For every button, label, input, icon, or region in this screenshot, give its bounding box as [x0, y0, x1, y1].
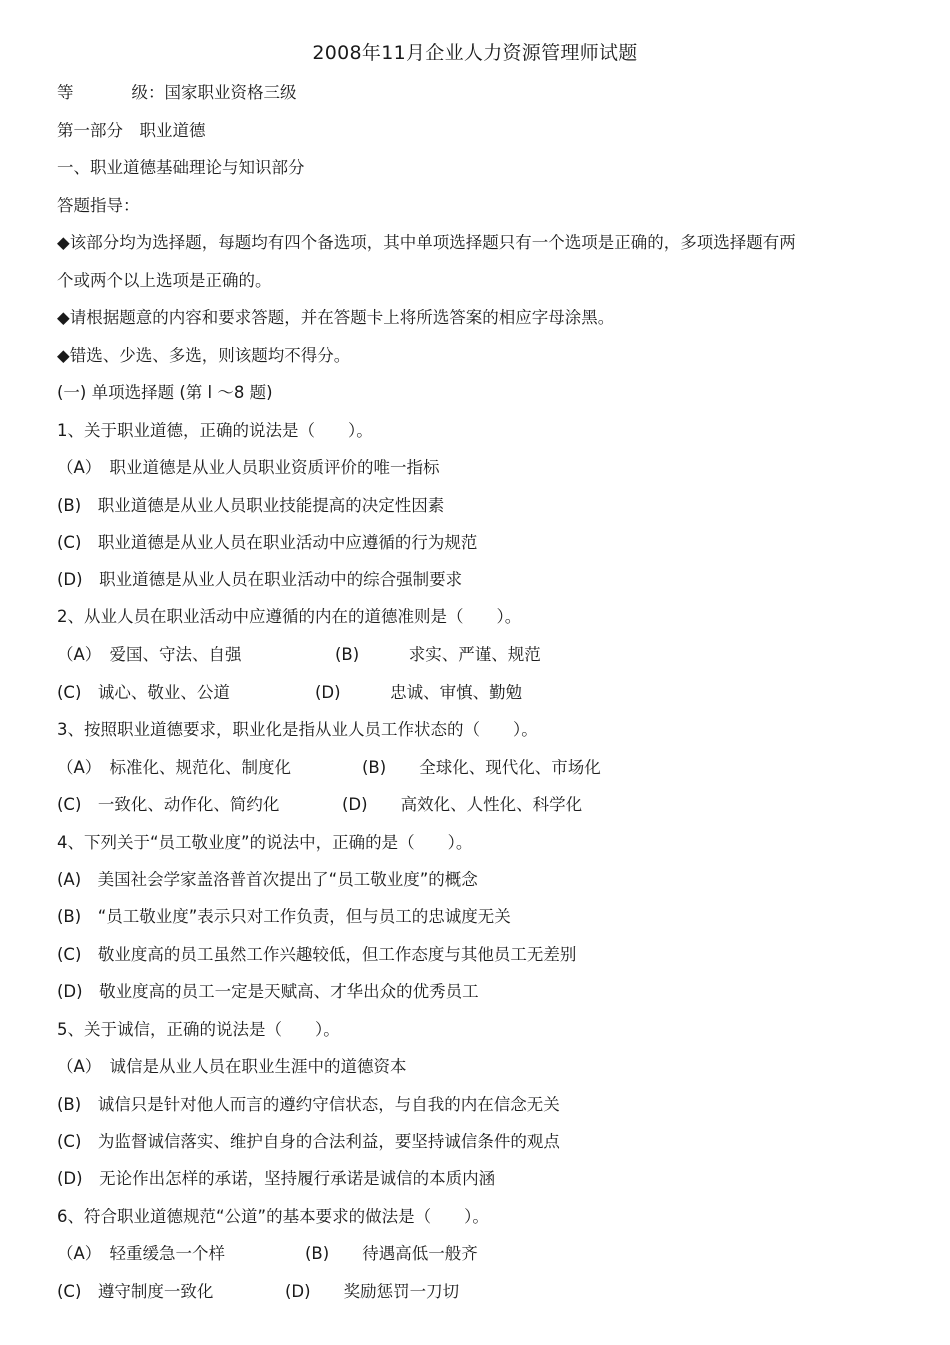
question-5-option-b: (B) 诚信只是针对他人而言的遵约守信状态，与自我的内在信念无关 — [57, 1095, 560, 1114]
question-2-option-b: (B) 求实、严谨、规范 — [335, 645, 541, 664]
question-4-option-b: (B) “员工敬业度”表示只对工作负责，但与员工的忠诚度无关 — [57, 907, 511, 926]
guide-item-3: ◆错选、少选、多选，则该题均不得分。 — [57, 346, 351, 365]
question-1-stem: 1、关于职业道德，正确的说法是（ ）。 — [57, 421, 373, 440]
grade-label: 等 — [57, 83, 74, 102]
question-4-option-a: (A) 美国社会学家盖洛普首次提出了“员工敬业度”的概念 — [57, 870, 478, 889]
question-1-option-d: (D) 职业道德是从业人员在职业活动中的综合强制要求 — [57, 570, 463, 589]
question-2-option-c: (C) 诚心、敬业、公道 — [57, 683, 230, 702]
grade-line — [57, 83, 297, 103]
guide-item-1-cont: 个或两个以上选项是正确的。 — [57, 271, 272, 290]
question-5-option-d: (D) 无论作出怎样的承诺，坚持履行承诺是诚信的本质内涵 — [57, 1169, 496, 1188]
question-3-option-b: (B) 全球化、现代化、市场化 — [362, 758, 601, 777]
question-2-stem: 2、从业人员在职业活动中应遵循的内在的道德准则是（ ）。 — [57, 607, 522, 626]
question-1-option-a: （A） 职业道德是从业人员职业资质评价的唯一指标 — [57, 458, 440, 477]
grade-value: 级：国家职业资格三级 — [131, 83, 297, 102]
guide-heading: 答题指导： — [57, 196, 140, 215]
question-1-option-c: (C) 职业道德是从业人员在职业活动中应遵循的行为规范 — [57, 533, 478, 552]
question-5-stem: 5、关于诚信，正确的说法是（ ）。 — [57, 1020, 340, 1039]
question-3-option-d: (D) 高效化、人性化、科学化 — [342, 795, 583, 814]
guide-item-1: ◆该部分均为选择题，每题均有四个备选项，其中单项选择题只有一个选项是正确的，多项选择题有两 — [57, 233, 796, 252]
question-5-option-a: （A） 诚信是从业人员在职业生涯中的道德资本 — [57, 1057, 407, 1076]
subsection-heading: (一) 单项选择题 (第 l ～8 题) — [57, 383, 273, 402]
question-6-option-c: (C) 遵守制度一致化 — [57, 1282, 214, 1301]
question-2-option-a: （A） 爱国、守法、自强 — [57, 645, 242, 664]
question-4-option-d: (D) 敬业度高的员工一定是天赋高、才华出众的优秀员工 — [57, 982, 479, 1001]
question-4-stem: 4、下列关于“员工敬业度”的说法中，正确的是（ ）。 — [57, 833, 473, 852]
question-1-option-b: (B) 职业道德是从业人员职业技能提高的决定性因素 — [57, 496, 445, 515]
part-heading: 第一部分 职业道德 — [57, 121, 206, 140]
question-6-stem: 6、符合职业道德规范“公道”的基本要求的做法是（ ）。 — [57, 1207, 489, 1226]
question-3-option-a: （A） 标准化、规范化、制度化 — [57, 758, 292, 777]
document-title: 2008年11月企业人力资源管理师试题 — [312, 42, 638, 64]
question-6-option-a: （A） 轻重缓急一个样 — [57, 1244, 226, 1263]
question-6-option-b: (B) 待遇高低一般齐 — [305, 1244, 478, 1263]
question-4-option-c: (C) 敬业度高的员工虽然工作兴趣较低，但工作态度与其他员工无差别 — [57, 945, 577, 964]
question-3-stem: 3、按照职业道德要求，职业化是指从业人员工作状态的（ ）。 — [57, 720, 538, 739]
question-2-option-d: (D) 忠诚、审慎、勤勉 — [315, 683, 523, 702]
section-heading: 一、职业道德基础理论与知识部分 — [57, 158, 305, 177]
question-3-option-c: (C) 一致化、动作化、简约化 — [57, 795, 280, 814]
question-5-option-c: (C) 为监督诚信落实、维护自身的合法利益，要坚持诚信条件的观点 — [57, 1132, 560, 1151]
question-6-option-d: (D) 奖励惩罚一刀切 — [285, 1282, 460, 1301]
guide-item-2: ◆请根据题意的内容和要求答题，并在答题卡上将所选答案的相应字母涂黑。 — [57, 308, 615, 327]
